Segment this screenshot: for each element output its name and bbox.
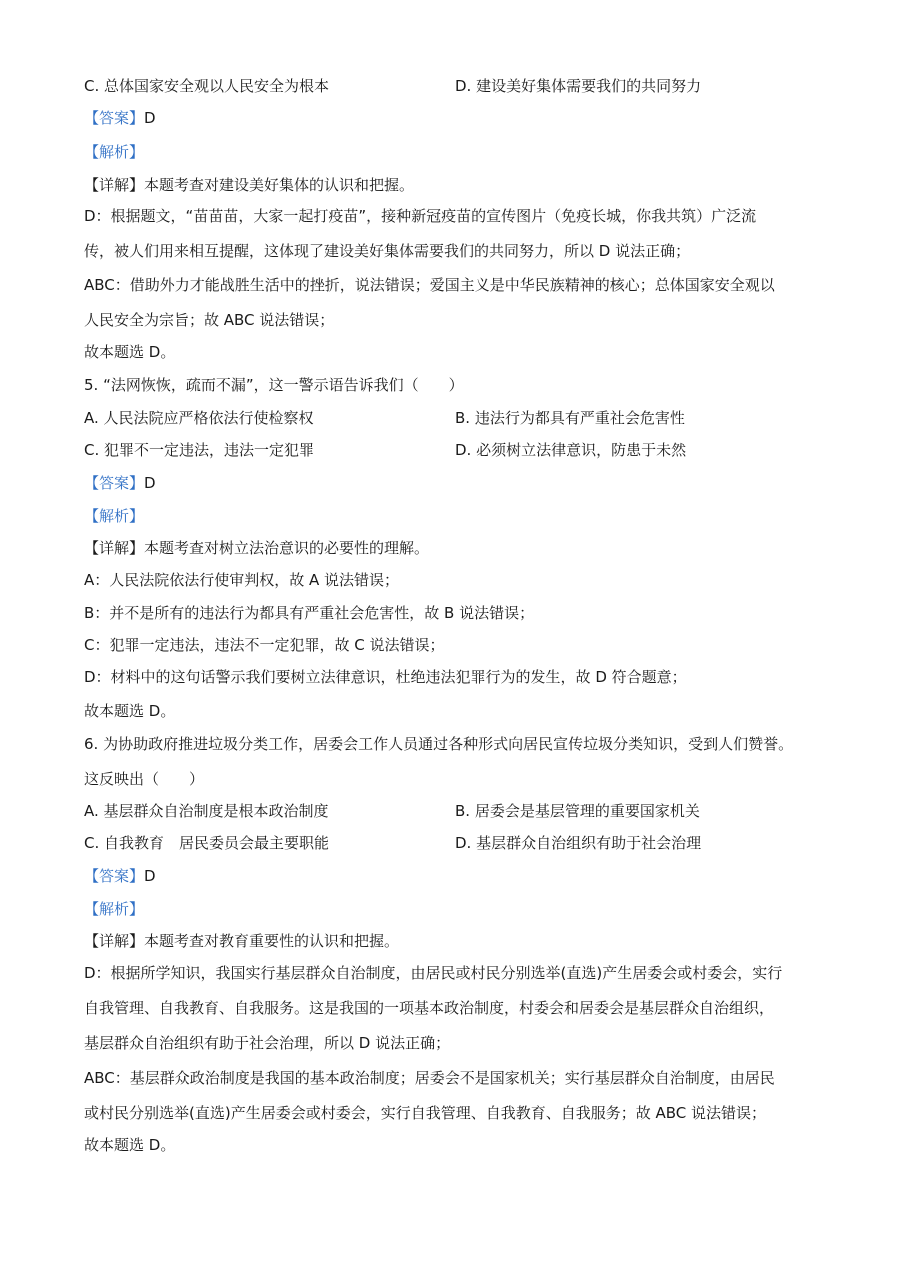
q4-detail-abc-line2: 人民安全为宗旨；故 ABC 说法错误； bbox=[84, 311, 335, 329]
q6-answer bbox=[84, 866, 156, 886]
q6-option-d: D. 基层群众自治组织有助于社会治理 bbox=[455, 834, 702, 852]
answer-tag: 【答案】 bbox=[84, 867, 145, 885]
q5-detail-b: B：并不是所有的违法行为都具有严重社会危害性，故 B 说法错误； bbox=[84, 604, 535, 622]
analysis-tag: 【解析】 bbox=[84, 900, 145, 918]
detail-intro: 本题考查对建设美好集体的认识和把握。 bbox=[144, 176, 415, 194]
q6-detail-abc-line2: 或村民分别选举(直选)产生居委会或村委会，实行自我管理、自我教育、自我服务；故 ABC 说法错误； bbox=[84, 1104, 767, 1122]
q4-detail-d-line1: D：根据题文，“苗苗苗，大家一起打疫苗”，接种新冠疫苗的宣传图片（免疫长城，你我共筑）广泛流 bbox=[84, 207, 757, 225]
detail-tag: 【详解】 bbox=[84, 539, 145, 557]
q5-answer bbox=[84, 473, 156, 493]
q6-conclusion: 故本题选 D。 bbox=[84, 1136, 176, 1154]
q6-stem-line1: 6. 为协助政府推进垃圾分类工作，居委会工作人员通过各种形式向居民宣传垃圾分类知识，受到人们赞誉。 bbox=[84, 735, 794, 753]
q5-detail bbox=[84, 538, 429, 558]
q6-option-c: C. 自我教育 居民委员会最主要职能 bbox=[84, 834, 330, 852]
q5-conclusion: 故本题选 D。 bbox=[84, 702, 176, 720]
q6-analysis-tag bbox=[84, 899, 144, 919]
q4-option-d: D. 建设美好集体需要我们的共同努力 bbox=[455, 77, 702, 95]
q6-stem-line2: 这反映出（ ） bbox=[84, 770, 205, 788]
q6-detail bbox=[84, 931, 399, 951]
detail-intro: 本题考查对树立法治意识的必要性的理解。 bbox=[144, 539, 430, 557]
q5-option-b: B. 违法行为都具有严重社会危害性 bbox=[455, 409, 685, 427]
q6-option-a: A. 基层群众自治制度是根本政治制度 bbox=[84, 802, 329, 820]
q5-stem: 5. “法网恢恢，疏而不漏”，这一警示语告诉我们（ ） bbox=[84, 376, 464, 394]
q4-answer bbox=[84, 108, 156, 128]
q6-option-b: B. 居委会是基层管理的重要国家机关 bbox=[455, 802, 700, 820]
answer-value: D bbox=[144, 474, 156, 492]
answer-tag: 【答案】 bbox=[84, 474, 145, 492]
q5-detail-c: C：犯罪一定违法，违法不一定犯罪，故 C 说法错误； bbox=[84, 636, 445, 654]
q4-detail-d-line2: 传，被人们用来相互提醒，这体现了建设美好集体需要我们的共同努力，所以 D 说法正确； bbox=[84, 242, 691, 260]
analysis-tag: 【解析】 bbox=[84, 143, 145, 161]
q5-detail-d: D：材料中的这句话警示我们要树立法律意识，杜绝违法犯罪行为的发生，故 D 符合题意； bbox=[84, 668, 687, 686]
answer-value: D bbox=[144, 109, 156, 127]
q4-detail bbox=[84, 175, 414, 195]
q4-analysis-tag bbox=[84, 142, 144, 162]
q5-option-a: A. 人民法院应严格依法行使检察权 bbox=[84, 409, 314, 427]
q5-analysis-tag bbox=[84, 506, 144, 526]
detail-tag: 【详解】 bbox=[84, 176, 145, 194]
q6-detail-d-line2: 自我管理、自我教育、自我服务。这是我国的一项基本政治制度，村委会和居委会是基层群众自治组织， bbox=[84, 999, 775, 1017]
q4-conclusion: 故本题选 D。 bbox=[84, 343, 176, 361]
answer-value: D bbox=[144, 867, 156, 885]
detail-tag: 【详解】 bbox=[84, 932, 145, 950]
detail-intro: 本题考查对教育重要性的认识和把握。 bbox=[144, 932, 400, 950]
q4-option-c: C. 总体国家安全观以人民安全为根本 bbox=[84, 77, 330, 95]
q4-detail-abc-line1: ABC：借助外力才能战胜生活中的挫折，说法错误；爱国主义是中华民族精神的核心；总体国家安全观以 bbox=[84, 276, 775, 294]
q5-option-d: D. 必须树立法律意识，防患于未然 bbox=[455, 441, 687, 459]
q6-detail-abc-line1: ABC：基层群众政治制度是我国的基本政治制度；居委会不是国家机关；实行基层群众自治制度，由居民 bbox=[84, 1069, 775, 1087]
q5-option-c: C. 犯罪不一定违法，违法一定犯罪 bbox=[84, 441, 315, 459]
answer-tag: 【答案】 bbox=[84, 109, 145, 127]
q5-detail-a: A：人民法院依法行使审判权，故 A 说法错误； bbox=[84, 571, 400, 589]
q6-detail-d-line1: D：根据所学知识，我国实行基层群众自治制度，由居民或村民分别选举(直选)产生居委会或村委会，实行 bbox=[84, 964, 783, 982]
q6-detail-d-line3: 基层群众自治组织有助于社会治理，所以 D 说法正确； bbox=[84, 1034, 451, 1052]
analysis-tag: 【解析】 bbox=[84, 507, 145, 525]
